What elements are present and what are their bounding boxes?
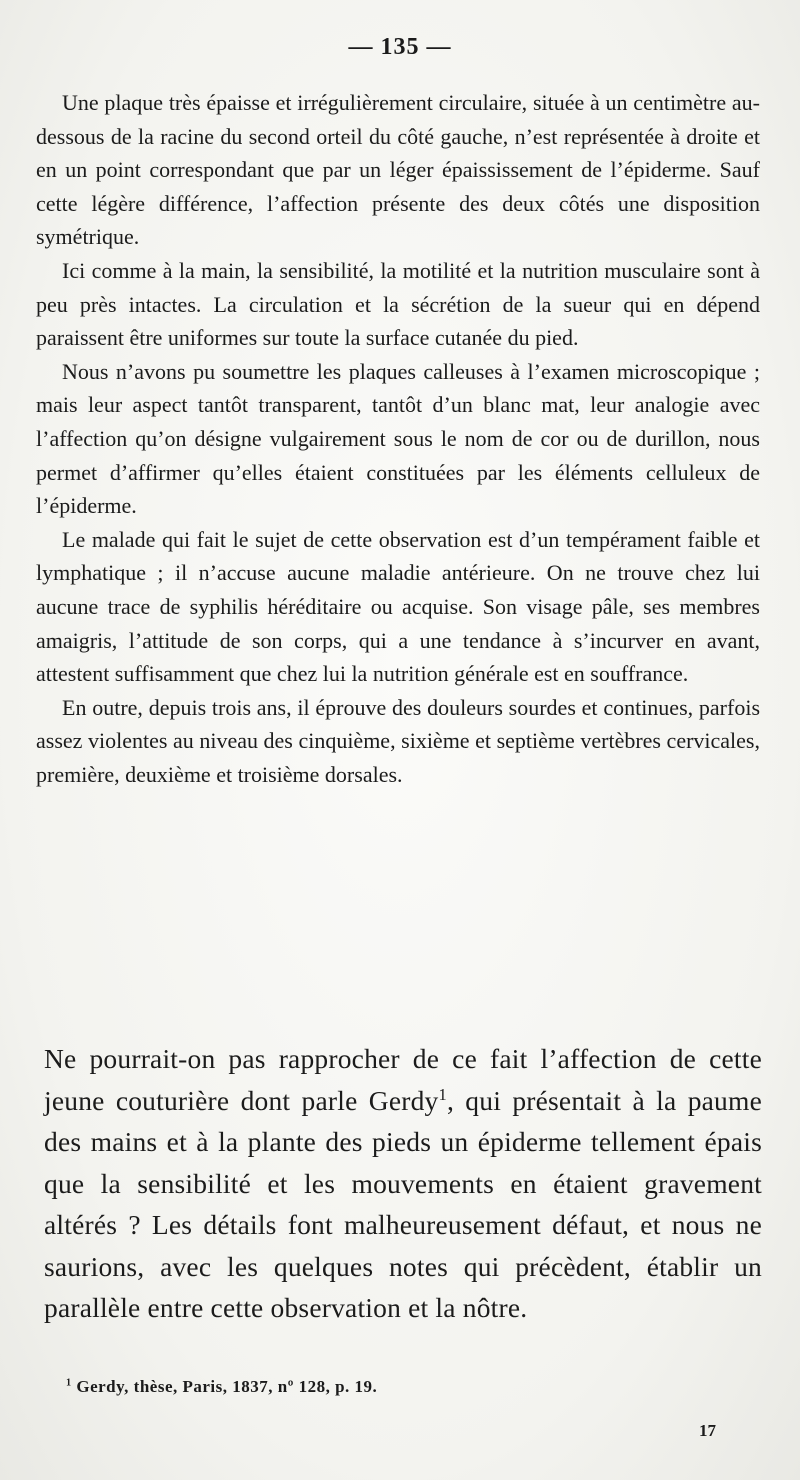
signature-mark: 17 [699,1421,716,1440]
paragraph: Une plaque très épaisse et irrégulièrement circulaire, située à un centimètre au-dessous de la racine du second orteil du côté gauche, n’est représentée à droite et en un point correspondant que par un léger épaississement de l’épiderme. Sauf cette légère différence, l’affection présente des deux côtés une disposition symétrique. [36,90,760,250]
footnote-mark: 1 [66,1377,72,1389]
footnote-reference: 1 [438,1084,447,1104]
page-number: — 135 — [348,34,452,60]
main-text-large [44,1038,762,1329]
paragraph: Ici comme à la main, la sensibilité, la motilité et la nutrition musculaire sont à peu près intactes. La circulation et la sécrétion de la sueur qui en dépend paraissent être uniformes sur toute la surface cutanée du pied. [36,257,760,351]
main-text-small [36,86,760,791]
paragraph-large [44,1038,762,1329]
footnote [66,1377,377,1397]
footnote-text: Gerdy, thèse, Paris, 1837, nº 128, p. 19. [71,1377,378,1396]
paragraph-text-end: , qui présentait à la paume des mains et à la plante des pieds un épiderme tellement épais que la sensibilité et les mouvements en étaient gravement altérés ? Les détails font malheureusement défaut, et nous ne saurions, avec les quelques notes qui précèdent, établir un parallèle entre cette observation et la nôtre. [44,1084,762,1323]
paragraph: Nous n’avons pu soumettre les plaques calleuses à l’examen microscopique ; mais leur aspect tantôt transparent, tantôt d’un blanc mat, leur analogie avec l’affection qu’on désigne vulgairement sous le nom de cor ou de durillon, nous permet d’affirmer qu’elles étaient constituées par les éléments celluleux de l’épiderme. [36,358,760,519]
paragraph: En outre, depuis trois ans, il éprouve des douleurs sourdes et continues, parfois assez violentes au niveau des cinquième, sixième et septième vertèbres cervicales, première, deuxième et troisième dorsales. [36,694,760,787]
paragraph: Le malade qui fait le sujet de cette observation est d’un tempérament faible et lymphatique ; il n’accuse aucune maladie antérieure. On ne trouve chez lui aucune trace de syphilis héréditaire ou acquise. Son visage pâle, ses membres amaigris, l’attitude de son corps, qui a une tendance à s’incurver en avant, attestent suffisamment que chez lui la nutrition générale est en souffrance. [36,526,760,687]
paragraph-text-start: Ne pourrait-on pas rapprocher de ce fait l’affection de cette jeune couturière dont parle Gerdy [44,1043,762,1116]
